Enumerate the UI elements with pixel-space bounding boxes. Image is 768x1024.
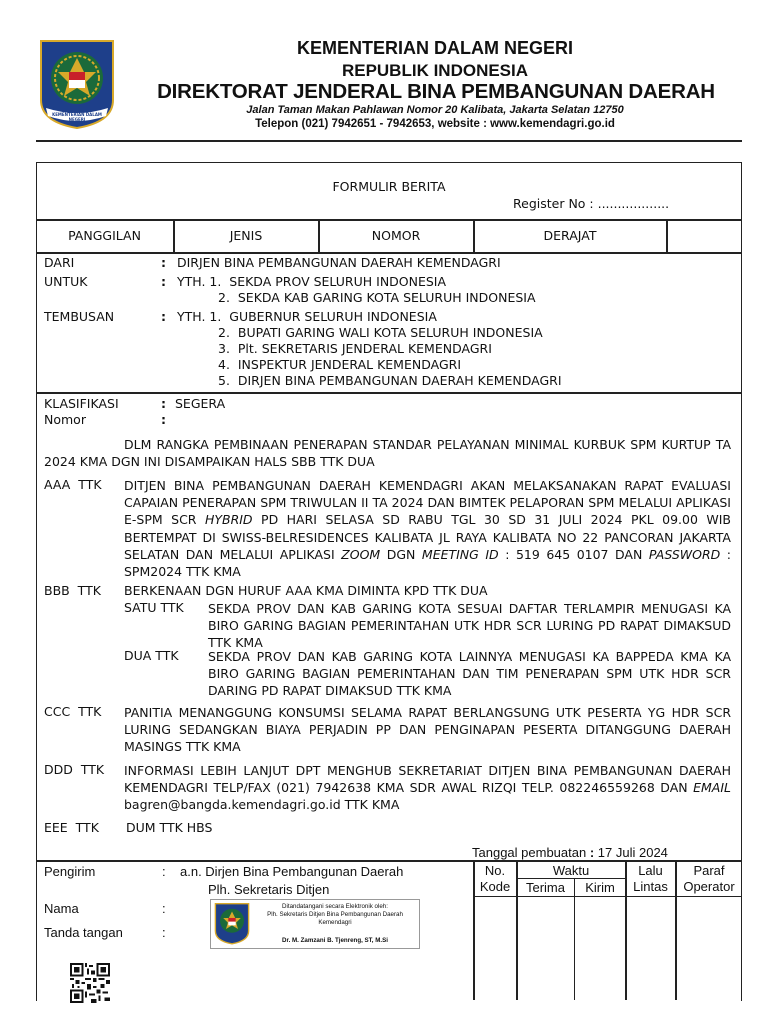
pengirim-colon: :: [162, 864, 166, 879]
row-rule: [36, 860, 742, 862]
operator-label: Operator: [683, 879, 735, 894]
lintas-label: Lintas: [633, 879, 668, 894]
row-rule: [516, 878, 625, 879]
letterhead-country: REPUBLIK INDONESIA: [341, 61, 529, 80]
tembusan-line-5: 5. DIRJEN BINA PEMBANGUNAN DAERAH KEMENDAGRI: [218, 373, 562, 388]
tembusan-line-1: YTH. 1. GUBERNUR SELURUH INDONESIA: [177, 309, 437, 324]
col-jenis: JENIS: [229, 228, 263, 243]
lalu-label: Lalu: [638, 863, 663, 878]
bbb-text: BERKENAAN DGN HURUF AAA KMA DIMINTA KPD TTK DUA: [124, 583, 488, 598]
no-label: No.: [484, 863, 506, 878]
klasifikasi-label: KLASIFIKASI: [44, 396, 119, 411]
nama-label: Nama: [44, 901, 79, 916]
dua-label: DUA TTK: [124, 648, 179, 663]
klasifikasi-colon: :: [161, 396, 166, 411]
row-rule: [36, 392, 742, 394]
aaa-paragraph: DITJEN BINA PEMBANGUNAN DAERAH KEMENDAGRI AKAN MELAKSANAKAN RAPAT EVALUASI CAPAIAN PENERAPAN SPM TRIWULAN II TA 2024 DAN BIMTEK PELAPORAN SPM MELALUI APLIKASI E-SPM SCR HYBRID PD HARI SELASA SD RABU TGL 30 SD 31 JULI 2024 PKL 09.00 WIB BERTEMPAT DI SWISS-BELRESIDENCES KALIBATA JL RAYA KALIBATA NO 22 PANCORAN JAKARTA SELATAN DAN MELALUI APLIKASI ZOOM DGN MEETING ID : 519 645 0107 DAN PASSWORD : SPM2024 TTK KMA: [124, 478, 731, 580]
pengirim-label: Pengirim: [44, 864, 96, 879]
satu-paragraph: SEKDA PROV DAN KAB GARING KOTA SESUAI DAFTAR TERLAMPIR MENUGASI KA BIRO GARING BAGIAN PEMERINTAHAN UTK HDR SCR LURING PD RAPAT DIMAKSUD TTK KMA: [208, 601, 731, 651]
untuk-colon: :: [161, 274, 166, 289]
col-rule: [666, 219, 668, 253]
klasifikasi-value: SEGERA: [175, 396, 226, 411]
tanggal-pembuatan: Tanggal pembuatan : 17 Juli 2024: [472, 845, 668, 860]
untuk-line-1: YTH. 1. SEKDA PROV SELURUH INDONESIA: [177, 274, 447, 289]
col-panggilan: PANGGILAN: [68, 228, 141, 243]
tembusan-line-2: 2. BUPATI GARING WALI KOTA SELURUH INDONESIA: [218, 325, 543, 340]
col-derajat: DERAJAT: [543, 228, 597, 243]
nama-colon: :: [162, 901, 166, 916]
pengirim-value-1: a.n. Dirjen Bina Pembangunan Daerah: [180, 864, 404, 879]
tembusan-line-3: 3. Plt. SEKRETARIS JENDERAL KEMENDAGRI: [218, 341, 492, 356]
tembusan-line-4: 4. INSPEKTUR JENDERAL KEMENDAGRI: [218, 357, 461, 372]
nomor-colon: :: [161, 412, 166, 427]
kirim-label: Kirim: [585, 880, 615, 895]
dari-label: DARI: [44, 255, 75, 270]
sig-name: Dr. M. Zamzani B. Tjenreng, ST, M.Si: [282, 937, 388, 944]
form-title: FORMULIR BERITA: [332, 179, 446, 194]
sig-line-1: Ditandatangani secara Elektronik oleh:: [282, 903, 388, 910]
kemendagri-emblem-small: [214, 902, 250, 945]
ccc-label: CCC TTK: [44, 704, 102, 719]
dari-colon: :: [161, 255, 166, 270]
tanda-label: Tanda tangan: [44, 925, 123, 940]
register-number: Register No : ..................: [513, 196, 670, 211]
row-rule: [36, 252, 742, 254]
sig-line-2: Plh. Sekretaris Ditjen Bina Pembangunan Daerah: [267, 911, 403, 918]
letterhead-address: Jalan Taman Makan Pahlawan Nomor 20 Kalibata, Jakarta Selatan 12750: [246, 104, 624, 116]
intro-paragraph: DLM RANGKA PEMBINAAN PENERAPAN STANDAR PELAYANAN MINIMAL KURBUK SPM KURTUP TA 2024 KMA DGN INI DISAMPAIKAN HALS SBB TTK DUA: [44, 437, 731, 470]
untuk-label: UNTUK: [44, 274, 88, 289]
letterhead-ministry: KEMENTERIAN DALAM NEGERI: [296, 38, 573, 58]
row-rule: [36, 219, 742, 221]
ddd-label: DDD TTK: [44, 762, 105, 777]
nomor-label: Nomor: [44, 412, 86, 427]
terima-label: Terima: [525, 880, 565, 895]
ddd-paragraph: INFORMASI LEBIH LANJUT DPT MENGHUB SEKRETARIAT DITJEN BINA PEMBANGUNAN DAERAH KEMENDAGRI TELP/FAX (021) 7942638 KMA SDR AWAL RIZQI TELP. 082246559268 DAN EMAIL bagren@bangda.kemendagri.go.id TTK KMA: [124, 763, 731, 813]
untuk-line-2: 2. SEKDA KAB GARING KOTA SELURUH INDONESIA: [218, 290, 536, 305]
kode-label: Kode: [479, 879, 511, 894]
dua-paragraph: SEKDA PROV DAN KAB GARING KOTA LAINNYA MENUGASI KA BAPPEDA KMA KA BIRO GARING BAGIAN PEMERINTAHAN DAN TIM PENERAPAN SPM UTK HDR SCR DARING PD RAPAT DIMAKSUD TTK KMA: [208, 649, 731, 699]
letterhead-directorate: DIREKTORAT JENDERAL BINA PEMBANGUNAN DAERAH: [157, 80, 715, 103]
aaa-label: AAA TTK: [44, 477, 102, 492]
sig-line-3: Kemendagri: [318, 919, 352, 926]
bbb-label: BBB TTK: [44, 583, 101, 598]
qr-code-icon: [68, 963, 112, 1003]
tembusan-label: TEMBUSAN: [44, 309, 115, 324]
ccc-paragraph: PANITIA MENANGGUNG KONSUMSI SELAMA RAPAT BERLANGSUNG UTK PESERTA YG HDR SCR LURING SEDANGKAN BIAYA PERJADIN PP DAN PENGINAPAN PESERTA DITANGGUNG DAERAH MASINGS TTK KMA: [124, 705, 731, 755]
row-rule: [473, 896, 742, 897]
eee-label: EEE TTK: [44, 820, 99, 835]
tanda-colon: :: [162, 925, 166, 940]
tembusan-colon: :: [161, 309, 166, 324]
letterhead-rule: [36, 140, 742, 142]
emblem-banner-text: KEMENTERIAN DALAM NEGERI: [52, 112, 102, 122]
e-signature-box: [210, 899, 420, 949]
pengirim-value-2: Plh. Sekretaris Ditjen: [208, 882, 330, 897]
waktu-label: Waktu: [552, 863, 590, 878]
satu-label: SATU TTK: [124, 600, 184, 615]
eee-text: DUM TTK HBS: [126, 820, 213, 835]
col-nomor: NOMOR: [371, 228, 421, 243]
letterhead-phone: Telepon (021) 7942651 - 7942653, website : www.kemendagri.go.id: [255, 118, 615, 130]
paraf-label: Paraf: [693, 863, 725, 878]
dari-value: DIRJEN BINA PEMBANGUNAN DAERAH KEMENDAGRI: [177, 255, 501, 270]
